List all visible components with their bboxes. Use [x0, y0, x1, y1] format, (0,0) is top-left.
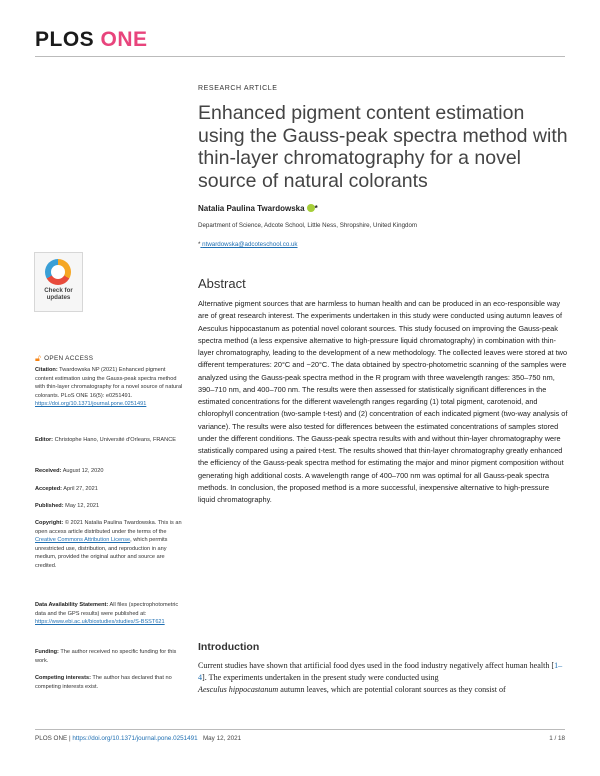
- email-line: [198, 241, 298, 248]
- affiliation: Department of Science, Adcote School, Little Ness, Shropshire, United Kingdom: [198, 222, 418, 229]
- accepted-label: Accepted:: [35, 486, 63, 492]
- open-access-label: [35, 353, 93, 364]
- citation-label: Citation:: [35, 367, 58, 373]
- copyright-label: Copyright:: [35, 520, 64, 526]
- accepted-date: April 27, 2021: [63, 486, 98, 492]
- open-lock-icon: 🔓︎: [35, 353, 42, 363]
- badge-line2: updates: [46, 294, 71, 301]
- abstract-heading: Abstract: [198, 276, 246, 291]
- copyright-block: [35, 519, 185, 571]
- author-email-link[interactable]: ntwardowska@adcoteschool.co.uk: [202, 241, 298, 248]
- funding-label: Funding:: [35, 649, 59, 655]
- editor-label: Editor:: [35, 437, 54, 443]
- citation-text: Twardowska NP (2021) Enhanced pigment content estimation using the Gauss-peak spectra method with thin-layer chromatography for a novel source of natural colorants. PLoS ONE 16(5): e0251491.: [35, 367, 183, 399]
- open-access-text: OPEN ACCESS: [44, 355, 94, 362]
- data-availability-text: All files (spectrophotometric data and the GPS results) were published at:: [35, 602, 179, 617]
- badge-line1: Check for: [44, 287, 73, 294]
- author-name[interactable]: Natalia Paulina Twardowska: [198, 204, 305, 213]
- crossmark-icon: [45, 259, 71, 285]
- published-block: [35, 502, 185, 511]
- accepted-block: [35, 485, 185, 494]
- competing-interests-block: [35, 674, 185, 691]
- footer-doi-link[interactable]: https://doi.org/10.1371/journal.pone.0251491: [72, 735, 198, 742]
- published-label: Published:: [35, 503, 64, 509]
- email-star: *: [198, 241, 201, 248]
- copyright-text: © 2021 Natalia Paulina Twardowska. This is an open access article distributed under the terms of the: [35, 520, 182, 535]
- citation-block: [35, 366, 185, 409]
- intro-text-1: Current studies have shown that artificial food dyes used in the food industry negatively affect human health [: [198, 661, 555, 670]
- intro-text-3: autumn leaves, which are potential colorant sources as they consist of: [278, 685, 506, 694]
- editor-text: Christophe Hano, Université d'Orleans, FRANCE: [54, 437, 176, 443]
- funding-block: [35, 648, 185, 665]
- reference-link[interactable]: 1–4: [198, 661, 563, 682]
- corresponding-mark: *: [314, 204, 318, 213]
- plos-one-logo[interactable]: [35, 28, 148, 52]
- competing-label: Competing interests:: [35, 675, 91, 681]
- copyright-text-2: , which permits unrestricted use, distribution, and reproduction in any medium, provided the original author and source are credited.: [35, 537, 168, 569]
- data-availability-block: [35, 601, 185, 627]
- badge-text: [35, 287, 82, 301]
- footer-separator: |: [67, 735, 73, 742]
- footer: [35, 735, 565, 742]
- author-line: [198, 204, 318, 213]
- abstract-text: Alternative pigment sources that are harmless to human health and can be produced in an eco-responsible way are of great research interest. The experiments undertaken in this study were conducted using autumn leaves of Aesculus hippocastanum as potential novel colorant sources. This study focused on improving the Gauss-peak spectra method (a less expensive alternative to high-pressure liquid chromatography) in combination with thin-layer chromatography, leading to the development of a new methodology. The collected leaves were stored at two different temperatures: 20°C and −20°C. The data obtained by spectro-photometric scanning of the samples were analyzed using the Gauss-peak spectra method in the R program with three wavelength ranges: 350–750 nm, 390–710 nm, and 400–700 nm. The results were then assessed for statistically significant differences in the estimated concentrations for the different wavelength ranges regarding (1) total pigment, carotenoid, and chlorophyll concentration (two-sample t-test) and (2) concentration of each indicated pigment (two-way analysis of variance). The results were also tested for differences between the estimated concentrations of samples stored under the different conditions. The Gauss-peak spectra results with and without thin-layer chromatography were statistically compared using a paired t-test. The results showed that thin-layer chromatography greatly enhanced the efficiency of the Gauss-peak spectra method for estimating the major and minor pigment composition without generating high additional costs. A wavelength range of 400–700 nm was optimal for all Gauss-peak spectra methods. In conclusion, the proposed method is a more successful, inexpensive alternative to high-pressure liquid chromatography.: [198, 299, 568, 504]
- introduction-heading: Introduction: [198, 641, 260, 653]
- citation-doi-link[interactable]: https://doi.org/10.1371/journal.pone.0251491: [35, 401, 147, 408]
- check-for-updates-badge[interactable]: [34, 252, 83, 312]
- competing-text: The author has declared that no competing interests exist.: [35, 675, 172, 690]
- intro-text-2: ]. The experiments undertaken in the present study were conducted using: [202, 673, 439, 682]
- data-availability-label: Data Availability Statement:: [35, 602, 109, 608]
- logo-plos: PLOS: [35, 28, 95, 51]
- footer-journal: PLOS ONE: [35, 735, 68, 742]
- page-number: 1 / 18: [549, 735, 565, 742]
- logo-one: ONE: [100, 28, 148, 51]
- orcid-icon[interactable]: [307, 204, 315, 212]
- funding-text: The author received no specific funding for this work.: [35, 649, 177, 664]
- article-title: Enhanced pigment content estimation using the Gauss-peak spectra method with thin-layer chromatography for a novel source of natural colorants: [198, 102, 568, 192]
- introduction-text: [198, 660, 570, 696]
- species-name: Aesculus hippocastanum: [198, 685, 279, 694]
- biostudies-link[interactable]: https://www.ebi.ac.uk/biostudies/studies/S-BSST621: [35, 619, 165, 626]
- editor-block: [35, 436, 185, 445]
- footer-date: May 12, 2021: [202, 735, 242, 742]
- article-type: RESEARCH ARTICLE: [198, 85, 278, 92]
- published-date: May 12, 2021: [65, 503, 100, 509]
- received-block: [35, 467, 185, 476]
- received-date: August 12, 2020: [62, 468, 104, 474]
- received-label: Received:: [35, 468, 62, 474]
- cc-license-link[interactable]: Creative Commons Attribution License: [35, 537, 131, 544]
- header-divider: [35, 56, 565, 57]
- footer-divider: [35, 729, 565, 730]
